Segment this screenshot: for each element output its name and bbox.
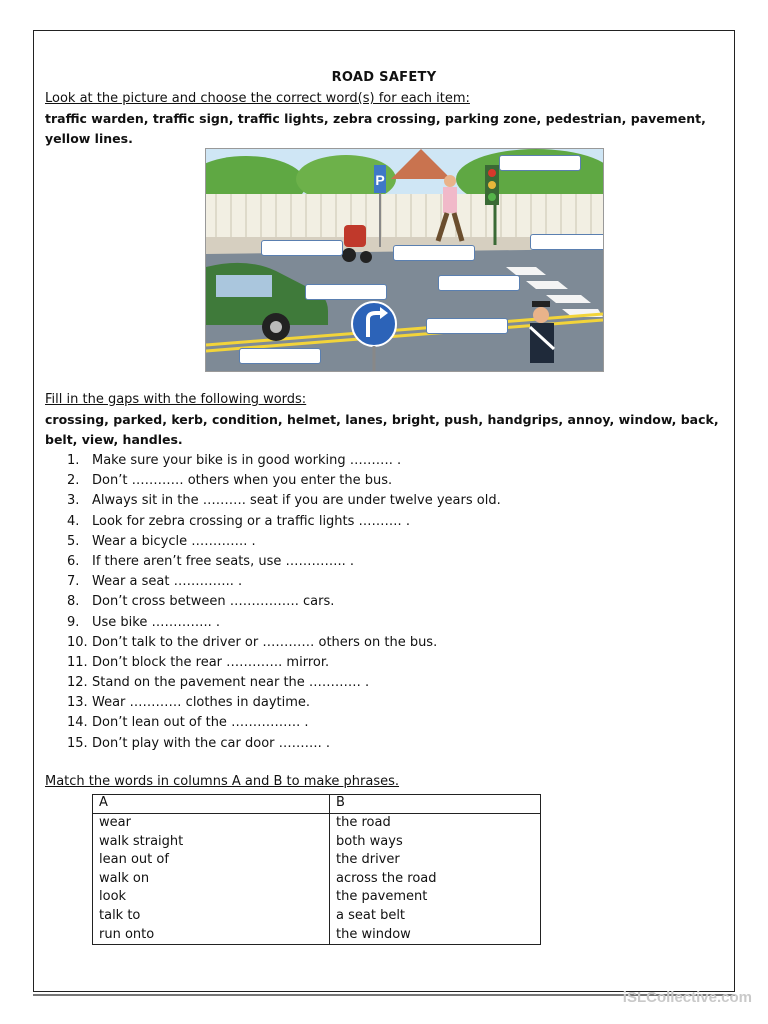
list-item	[45, 713, 705, 733]
item-text: Don’t block the rear …………. mirror.	[92, 654, 330, 670]
column-b-item: both ways	[336, 833, 403, 849]
section2-words-line1: crossing, parked, kerb, condition, helmet, lanes, bright, push, handgrips, annoy, window, back,	[45, 412, 719, 427]
item-number: 12.	[67, 675, 88, 691]
item-text: Always sit in the ………. seat if you are under twelve years old.	[92, 493, 501, 509]
section2-words-line2: belt, view, handles.	[45, 432, 183, 447]
label-box-6[interactable]	[305, 284, 387, 300]
item-text: Don’t ………… others when you enter the bus.	[92, 473, 393, 489]
list-item	[45, 592, 705, 612]
item-number: 15.	[67, 735, 88, 751]
item-number: 1.	[67, 453, 80, 468]
table-row	[93, 814, 541, 945]
column-b-item: a seat belt	[336, 907, 406, 923]
page-title: ROAD SAFETY	[331, 70, 437, 85]
list-item	[45, 734, 705, 754]
section1-words-line1: traffic warden, traffic sign, traffic lights, zebra crossing, parking zone, pedestrian, pavement,	[45, 111, 706, 126]
table-header-row	[93, 795, 541, 814]
label-box-7[interactable]	[426, 318, 508, 334]
column-b-item: the window	[336, 926, 411, 942]
road-safety-picture	[205, 148, 604, 372]
item-number: 2.	[67, 473, 80, 489]
item-number: 13.	[67, 695, 88, 711]
list-item	[45, 451, 705, 471]
item-number: 5.	[67, 533, 80, 549]
item-text: Use bike ………….. .	[92, 614, 221, 630]
item-number: 11.	[67, 654, 88, 670]
item-number: 6.	[67, 553, 80, 569]
section2-instruction: Fill in the gaps with the following words:	[45, 392, 307, 407]
list-item	[45, 673, 705, 693]
column-b-item: the road	[336, 815, 391, 830]
item-text: Wear a seat ………….. .	[92, 574, 243, 590]
item-text: Wear a bicycle …………. .	[92, 533, 256, 549]
item-number: 10.	[67, 634, 88, 650]
column-b-item: across the road	[336, 870, 437, 886]
item-text: If there aren’t free seats, use ………….. .	[92, 553, 354, 569]
list-item	[45, 552, 705, 572]
item-text: Don’t cross between ……………. cars.	[92, 594, 335, 610]
label-box-8[interactable]	[239, 348, 321, 364]
item-text: Look for zebra crossing or a traffic lights ………. .	[92, 513, 410, 529]
list-item	[45, 653, 705, 673]
column-a-item: run onto	[99, 926, 155, 942]
section1-instruction: Look at the picture and choose the correct word(s) for each item:	[45, 91, 470, 106]
column-a-header: A	[93, 795, 330, 814]
list-item	[45, 693, 705, 713]
list-item	[45, 512, 705, 532]
column-a-item: walk on	[99, 870, 150, 886]
item-text: Make sure your bike is in good working ………. .	[92, 453, 402, 468]
item-text: Don’t play with the car door ………. .	[92, 735, 331, 751]
column-a-item: walk straight	[99, 833, 184, 849]
column-a-item: talk to	[99, 907, 141, 923]
item-text: Don’t lean out of the ……………. .	[92, 715, 309, 731]
list-item	[45, 491, 705, 511]
section1-word-list	[45, 109, 725, 149]
column-b-cell	[330, 814, 541, 945]
column-a-item: lean out of	[99, 852, 169, 868]
watermark: iSLCollective.com	[622, 989, 752, 1006]
list-item	[45, 532, 705, 552]
label-box-5[interactable]	[438, 275, 520, 291]
label-box-1[interactable]	[499, 155, 581, 171]
list-item	[45, 572, 705, 592]
item-number: 14.	[67, 715, 88, 731]
item-number: 4.	[67, 513, 80, 529]
section3-instruction: Match the words in columns A and B to make phrases.	[45, 774, 400, 789]
column-a-item: wear	[99, 815, 131, 830]
label-box-2[interactable]	[261, 240, 343, 256]
parking-sign-letter: P	[375, 172, 385, 188]
column-a-cell	[93, 814, 330, 945]
column-b-header: B	[330, 795, 541, 814]
fence	[206, 194, 603, 239]
section2-word-list	[45, 410, 725, 450]
item-text: Stand on the pavement near the ………… .	[92, 675, 370, 691]
item-text: Don’t talk to the driver or ………… others on the bus.	[92, 634, 438, 650]
item-number: 3.	[67, 493, 80, 509]
label-box-3[interactable]	[393, 245, 475, 261]
item-text: Wear ………… clothes in daytime.	[92, 695, 311, 711]
item-number: 9.	[67, 614, 80, 630]
item-number: 7.	[67, 574, 80, 590]
label-box-4[interactable]	[530, 234, 604, 250]
column-b-item: the pavement	[336, 889, 428, 905]
matching-table	[92, 794, 541, 945]
list-item	[45, 613, 705, 633]
item-number: 8.	[67, 594, 80, 610]
list-item	[45, 633, 705, 653]
column-a-item: look	[99, 889, 127, 905]
list-item	[45, 471, 705, 491]
gap-fill-list	[45, 451, 705, 754]
section1-words-line2: yellow lines.	[45, 131, 133, 146]
column-b-item: the driver	[336, 852, 400, 868]
